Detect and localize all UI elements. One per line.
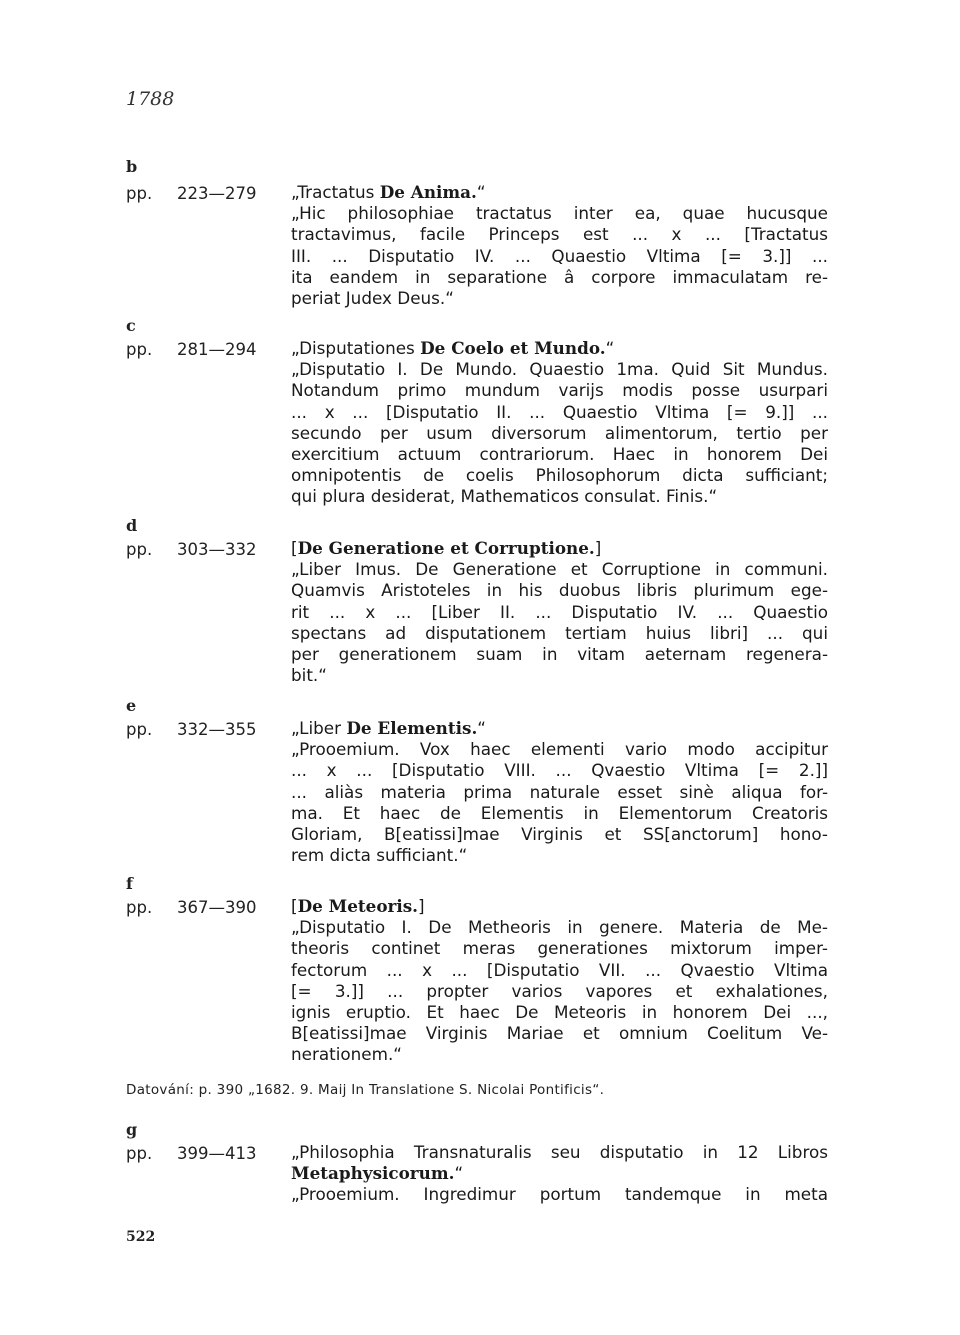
text-line: ignis eruptio. Et haec De Meteoris in honorem Dei ...,: [291, 1001, 828, 1022]
text-line: nerationem.“: [291, 1044, 402, 1065]
text-line: rem dicta sufficiant.“: [291, 845, 468, 866]
text-line: bit.“: [291, 665, 327, 686]
text-line: Notandum primo mundum varijs modis posse usurpari: [291, 380, 828, 401]
entry-title: „Liber De Elementis.“: [291, 718, 486, 738]
page-range: 332—355: [177, 720, 257, 739]
text-line: periat Judex Deus.“: [291, 287, 454, 308]
text-line: qui plura desiderat, Mathematicos consulat. Finis.“: [291, 486, 718, 507]
page-range: 223—279: [177, 184, 257, 203]
text-line: „Prooemium. Ingredimur portum tandemque in meta: [291, 1184, 828, 1205]
text-line: „Hic philosophiae tractatus inter ea, quae hucusque: [291, 203, 828, 224]
text-line: theoris continet meras generationes mixtorum imper-: [291, 938, 828, 959]
page-number: 522: [126, 1229, 156, 1245]
text-line: III. ... Disputatio IV. ... Quaestio Vltima [= 3.]] ...: [291, 245, 828, 266]
text-line: per generationem suam in vitam aeternam regenera-: [291, 643, 828, 664]
text-line: B[eatissi]mae Virginis Mariae et omnium Coelitum Ve-: [291, 1023, 828, 1044]
text-line: „Liber Imus. De Generatione et Corruptione in communi.: [291, 559, 828, 580]
pp-label: pp.: [126, 720, 153, 739]
text-line: omnipotentis de coelis Philosophorum dicta sufficiant;: [291, 465, 828, 486]
pp-label: pp.: [126, 1144, 153, 1163]
entry-title: „Disputationes De Coelo et Mundo.“: [291, 338, 615, 358]
header-number: 1788: [126, 88, 175, 110]
text-line: rit ... x ... [Liber II. ... Disputatio IV. ... Quaestio: [291, 601, 828, 622]
text-line: Gloriam, B[eatissi]mae Virginis et SS[anctorum] hono-: [291, 823, 828, 844]
text-line: exercitium actuum contrariorum. Haec in honorem Dei: [291, 443, 828, 464]
text-line: secundo per usum diversorum alimentorum, tertio per: [291, 422, 828, 443]
page-range: 399—413: [177, 1144, 257, 1163]
text-line: ita eandem in separatione â corpore immaculatam re-: [291, 266, 828, 287]
entry-letter: e: [126, 696, 137, 715]
text-line: ... aliàs materia prima naturale esset sinè aliqua for-: [291, 781, 828, 802]
entry-letter: g: [126, 1120, 138, 1139]
text-line: ma. Et haec de Elementis in Elementorum Creatoris: [291, 802, 828, 823]
text-line: „Prooemium. Vox haec elementi vario modo accipitur: [291, 739, 828, 760]
entry-letter: d: [126, 516, 138, 535]
entry-text: [291, 182, 828, 309]
entry-text: [291, 338, 828, 508]
text-line: fectorum ... x ... [Disputatio VII. ... Qvaestio Vltima: [291, 959, 828, 980]
dating-note: Datování: p. 390 „1682. 9. Maij In Translatione S. Nicolai Pontificis“.: [126, 1082, 605, 1098]
entry-letter: f: [126, 874, 133, 893]
entry-title-continued: Metaphysicorum.“: [291, 1163, 464, 1184]
pp-label: pp.: [126, 898, 153, 917]
entry-letter: b: [126, 157, 138, 176]
text-line: ... x ... [Disputatio II. ... Quaestio Vltima [= 9.]] ...: [291, 401, 828, 422]
entry-letter: c: [126, 316, 136, 335]
pp-label: pp.: [126, 540, 153, 559]
text-line: „Disputatio I. De Mundo. Quaestio 1ma. Quid Sit Mundus.: [291, 359, 828, 380]
pp-label: pp.: [126, 340, 153, 359]
text-line: tractavimus, facile Princeps est ... x ... [Tractatus: [291, 224, 828, 245]
entry-text: [291, 718, 828, 866]
page-range: 281—294: [177, 340, 257, 359]
page-range: 303—332: [177, 540, 257, 559]
entry-text: [291, 1142, 828, 1206]
text-line: spectans ad disputationem tertiam huius libri] ... qui: [291, 622, 828, 643]
page-range: 367—390: [177, 898, 257, 917]
entry-text: [291, 538, 828, 686]
text-line: [= 3.]] ... propter varios vapores et exhalationes,: [291, 980, 828, 1001]
entry-title: [De Meteoris.]: [291, 896, 425, 916]
text-line: ... x ... [Disputatio VIII. ... Qvaestio Vltima [= 2.]]: [291, 760, 828, 781]
entry-title: „Tractatus De Anima.“: [291, 182, 486, 202]
pp-label: pp.: [126, 184, 153, 203]
entry-title: [De Generatione et Corruptione.]: [291, 538, 602, 558]
entry-text: [291, 896, 828, 1066]
text-line: Quamvis Aristoteles in his duobus libris plurimum ege-: [291, 580, 828, 601]
entry-title: „Philosophia Transnaturalis seu disputatio in 12 Libros: [291, 1142, 828, 1162]
text-line: „Disputatio I. De Metheoris in genere. Materia de Me-: [291, 917, 828, 938]
